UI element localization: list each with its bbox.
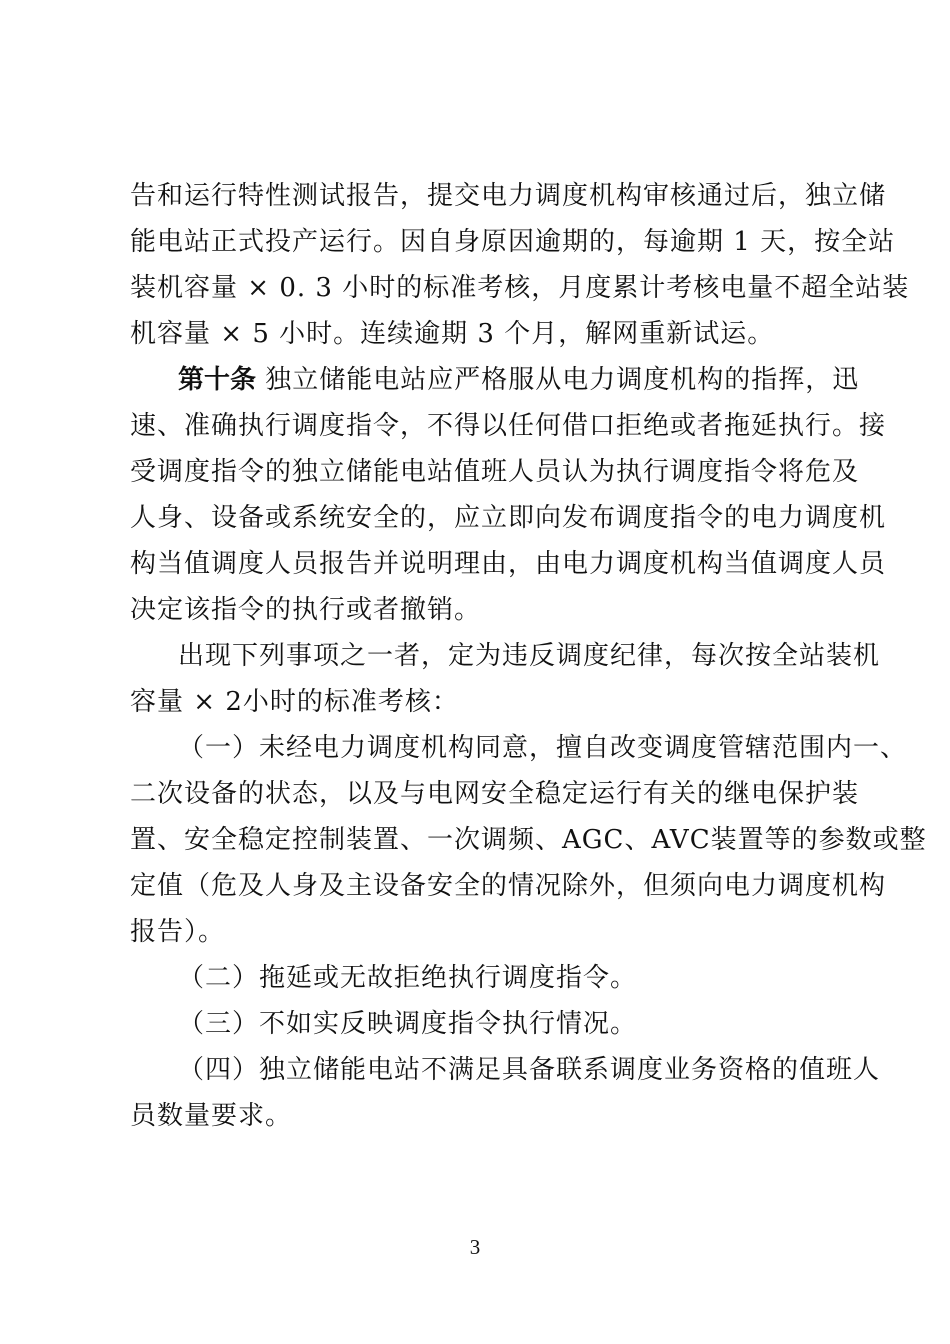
text-line: 装机容量 × 0. 3 小时的标准考核，月度累计考核电量不超全站装 — [130, 273, 910, 303]
article-text: 独立储能电站应严格服从电力调度机构的指挥，迅 — [256, 365, 860, 395]
article-heading: 第十条 — [178, 365, 257, 395]
list-item-line: （一）未经电力调度机构同意，擅自改变调度管辖范围内一、 — [178, 733, 908, 763]
text-line: 能电站正式投产运行。因自身原因逾期的，每逾期 1 天，按全站 — [130, 227, 896, 257]
article-line — [178, 357, 860, 403]
text-line: 容量 × 2小时的标准考核： — [130, 687, 459, 717]
text-line: 报告）。 — [130, 917, 226, 947]
text-line: 速、准确执行调度指令，不得以任何借口拒绝或者拖延执行。接 — [130, 411, 887, 441]
text-line: 受调度指令的独立储能电站值班人员认为执行调度指令将危及 — [130, 457, 860, 487]
text-line: 定值（危及人身及主设备安全的情况除外，但须向电力调度机构 — [130, 871, 887, 901]
text-line: 出现下列事项之一者，定为违反调度纪律，每次按全站装机 — [178, 641, 881, 671]
text-line: 决定该指令的执行或者撤销。 — [130, 595, 482, 625]
list-item-line: （三）不如实反映调度指令执行情况。 — [178, 1009, 638, 1039]
text-line: 员数量要求。 — [130, 1101, 293, 1131]
text-line: 置、安全稳定控制装置、一次调频、AGC、AVC装置等的参数或整 — [130, 825, 927, 855]
page-number: 3 — [469, 1235, 481, 1259]
list-item-line: （四）独立储能电站不满足具备联系调度业务资格的值班人 — [178, 1055, 881, 1085]
list-item-line: （二）拖延或无故拒绝执行调度指令。 — [178, 963, 638, 993]
text-line: 构当值调度人员报告并说明理由，由电力调度机构当值调度人员 — [130, 549, 887, 579]
text-line: 人身、设备或系统安全的，应立即向发布调度指令的电力调度机 — [130, 503, 887, 533]
text-line: 告和运行特性测试报告，提交电力调度机构审核通过后，独立储 — [130, 181, 887, 211]
text-line: 二次设备的状态，以及与电网安全稳定运行有关的继电保护装 — [130, 779, 860, 809]
text-line: 机容量 × 5 小时。连续逾期 3 个月，解网重新试运。 — [130, 319, 775, 349]
